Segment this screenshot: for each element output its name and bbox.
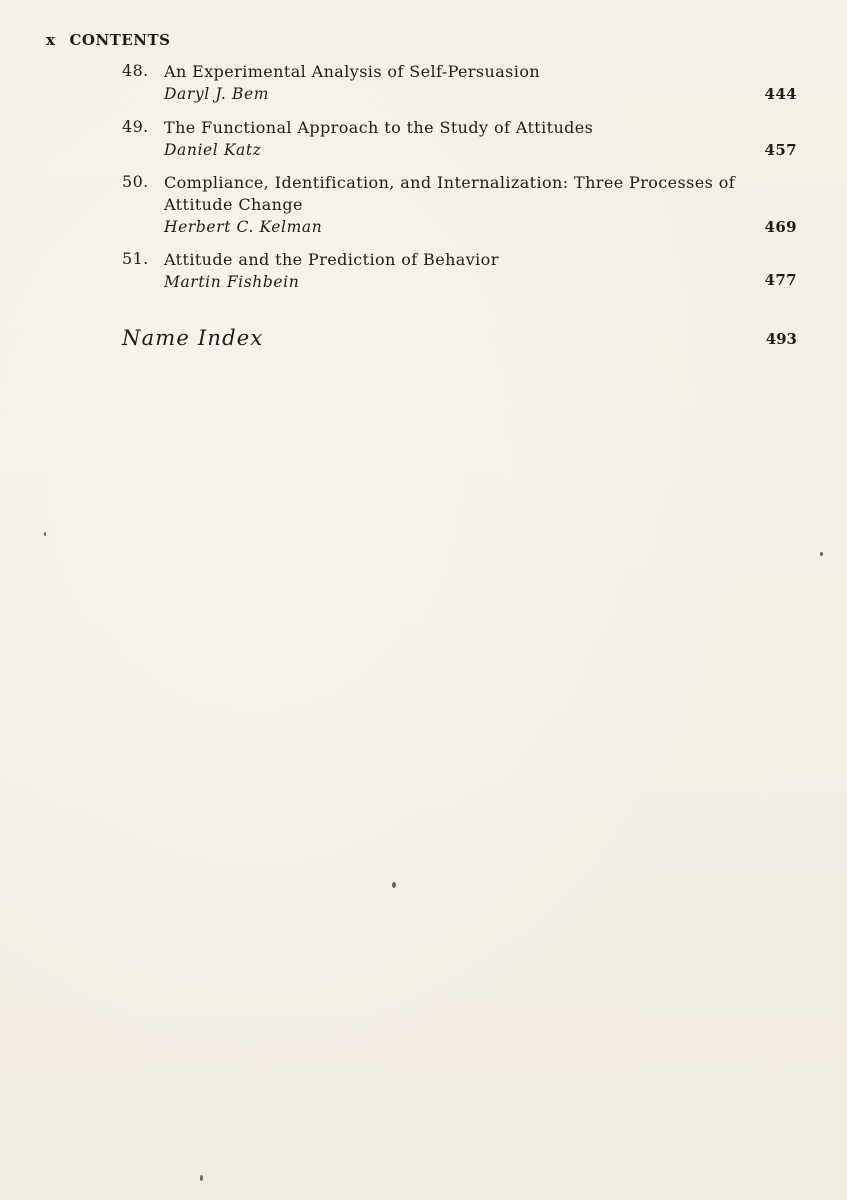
toc-entry (122, 61, 797, 105)
entry-title: The Functional Approach to the Study of Attitudes (164, 118, 594, 137)
paper-speck (392, 882, 396, 888)
entry-title-line-1: Compliance, Identification, and Internalization: Three Processes of (164, 173, 736, 192)
page-numeral: x (46, 31, 56, 49)
entry-author: Martin Fishbein (164, 273, 300, 291)
entry-number: 51. (122, 249, 149, 268)
entry-page-number: 469 (764, 218, 797, 236)
paper-speck (44, 532, 46, 536)
entry-author: Daryl J. Bem (164, 85, 270, 103)
entry-number: 48. (122, 61, 149, 80)
entry-author: Daniel Katz (164, 141, 262, 159)
entry-page-number: 477 (764, 271, 797, 289)
paper-speck (820, 552, 823, 556)
name-index-entry (122, 326, 797, 350)
header-title: CONTENTS (69, 31, 171, 49)
running-header (46, 31, 170, 49)
entry-number: 50. (122, 172, 149, 191)
name-index-label: Name Index (122, 326, 264, 350)
entry-author: Herbert C. Kelman (164, 218, 323, 236)
toc-entry (122, 249, 797, 293)
paper-speck (200, 1175, 203, 1181)
entry-number: 49. (122, 117, 149, 136)
entry-title: An Experimental Analysis of Self-Persuasion (164, 62, 541, 81)
entry-page-number: 457 (764, 141, 797, 159)
toc-entry (122, 172, 797, 238)
name-index-page-number: 493 (765, 330, 797, 348)
toc-entry (122, 117, 797, 161)
entry-title-line-2: Attitude Change (164, 195, 303, 214)
entry-page-number: 444 (764, 85, 797, 103)
entry-title: Attitude and the Prediction of Behavior (164, 250, 499, 269)
